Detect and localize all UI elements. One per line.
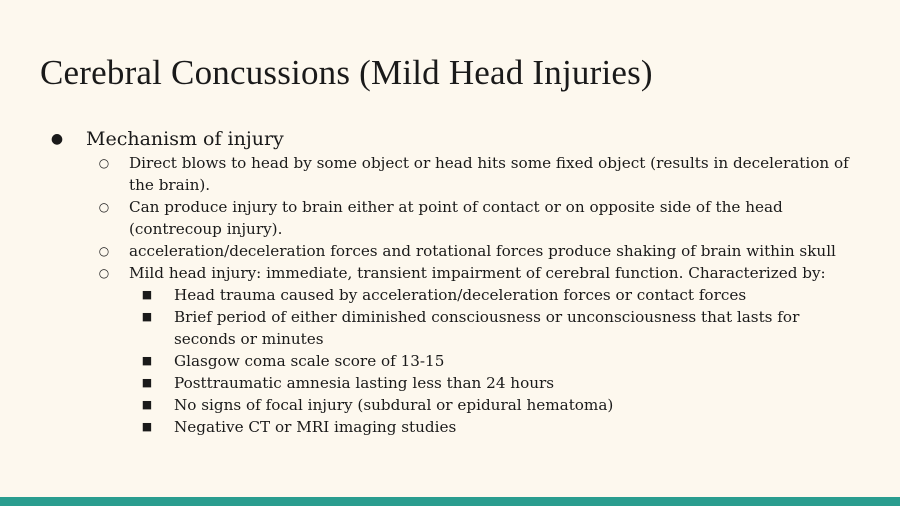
hollow-circle-bullet-icon: ○ — [98, 156, 110, 170]
list-item — [0, 350, 900, 372]
list-item-text: Mild head injury: immediate, transient impairment of cerebral function. Characterized by: — [129, 264, 826, 282]
list-item — [0, 416, 900, 438]
list-item-text: Head trauma caused by acceleration/deceleration forces or contact forces — [174, 286, 747, 304]
list-item — [0, 196, 900, 240]
list-item-text: Negative CT or MRI imaging studies — [174, 418, 457, 436]
list-item-text: No signs of focal injury (subdural or epidural hematoma) — [174, 396, 614, 414]
list-item — [0, 240, 900, 262]
footer-accent-bar — [0, 497, 900, 506]
list-item — [0, 306, 900, 350]
slide-title: Cerebral Concussions (Mild Head Injuries) — [40, 53, 653, 92]
list-item-text: Can produce injury to brain either at point of contact or on opposite side of the head (contrecoup injury). — [129, 198, 783, 238]
filled-circle-bullet-icon: ● — [50, 131, 64, 147]
square-bullet-icon: ■ — [141, 376, 153, 389]
hollow-circle-bullet-icon: ○ — [98, 266, 110, 280]
square-bullet-icon: ■ — [141, 398, 153, 411]
list-item — [0, 372, 900, 394]
square-bullet-icon: ■ — [141, 420, 153, 433]
list-item — [0, 152, 900, 196]
list-item — [0, 284, 900, 306]
list-item — [0, 126, 900, 152]
bullet-list — [0, 126, 900, 438]
square-bullet-icon: ■ — [141, 354, 153, 367]
list-item-text: Mechanism of injury — [86, 128, 284, 150]
hollow-circle-bullet-icon: ○ — [98, 200, 110, 214]
list-item-text: Posttraumatic amnesia lasting less than 24 hours — [174, 374, 555, 392]
square-bullet-icon: ■ — [141, 310, 153, 323]
list-item-text: Direct blows to head by some object or head hits some fixed object (results in deceleration of the brain). — [129, 154, 849, 194]
list-item-text: acceleration/deceleration forces and rotational forces produce shaking of brain within skull — [129, 242, 836, 260]
square-bullet-icon: ■ — [141, 288, 153, 301]
list-item — [0, 394, 900, 416]
hollow-circle-bullet-icon: ○ — [98, 244, 110, 258]
list-item — [0, 262, 900, 284]
list-item-text: Glasgow coma scale score of 13-15 — [174, 352, 445, 370]
list-item-text: Brief period of either diminished consciousness or unconsciousness that lasts for seconds or minutes — [174, 308, 800, 348]
